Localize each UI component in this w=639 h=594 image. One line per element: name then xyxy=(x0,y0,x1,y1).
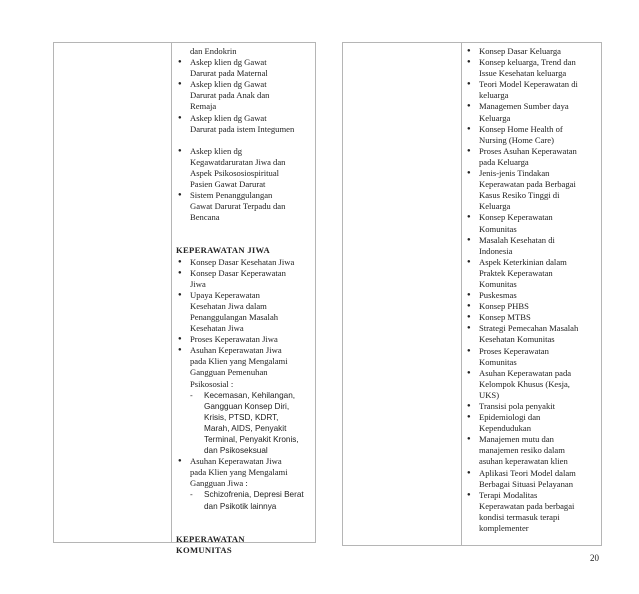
list-item: ● Konsep PHBS xyxy=(465,301,599,312)
list-item: ● Managemen Sumber daya Keluarga xyxy=(465,101,599,123)
list-item: ● Upaya Keperawatan Kesehatan Jiwa dalam Penanggulangan Masalah Kesehatan Jiwa xyxy=(176,290,312,334)
list-item: ● Askep klien dg Gawat Darurat pada istem Integumen xyxy=(176,113,312,135)
list-item: ● Aspek Keterkinian dalam Praktek Keperawatan Komunitas xyxy=(465,257,599,290)
continuation-line: dan Endokrin xyxy=(190,46,237,56)
list-item: ● Terapi Modalitas Keperawatan pada berbagai kondisi termasuk terapi komplementer xyxy=(465,490,599,534)
keluarga-komunitas-list xyxy=(465,46,599,534)
list-item: ● Sistem Penanggulangan Gawat Darurat Terpadu dan Bencana xyxy=(176,190,312,223)
emergency-list xyxy=(176,57,312,135)
right-table xyxy=(342,42,602,546)
page-number: 20 xyxy=(590,553,599,563)
list-item: ● Asuhan Keperawatan pada Kelompok Khusus (Kesja, UKS) xyxy=(465,368,599,401)
asuhan-list xyxy=(176,345,312,389)
list-item: ● Strategi Pemecahan Masalah Kesehatan Komunitas xyxy=(465,323,599,345)
sub-item: - Kecemasan, Kehilangan, xyxy=(190,390,296,400)
list-item: ● Konsep Dasar Kesehatan Jiwa xyxy=(176,257,312,268)
list-item: ● Proses Keperawatan Komunitas xyxy=(465,346,599,368)
list-item: ● Konsep Keperawatan Komunitas xyxy=(465,212,599,234)
list-item: ● Asuhan Keperawatan Jiwa pada Klien yang Mengalami Gangguan Jiwa : xyxy=(176,456,312,489)
list-item: ● Asuhan Keperawatan Jiwa pada Klien yang Mengalami Gangguan Pemenuhan Psikososial : xyxy=(176,345,312,389)
list-item: ● Jenis-jenis Tindakan Keperawatan pada Berbagai Kasus Resiko Tinggi di Keluarga xyxy=(465,168,599,212)
list-item: ● Manajemen mutu dan manajemen resiko dalam asuhan keperawatan klien xyxy=(465,434,599,467)
list-item: ● Konsep Home Health of Nursing (Home Care) xyxy=(465,124,599,146)
list-item: ● Konsep keluarga, Trend dan Issue Kesehatan keluarga xyxy=(465,57,599,79)
list-item: ● Puskesmas xyxy=(465,290,599,301)
list-item: ● Proses Asuhan Keperawatan pada Keluarga xyxy=(465,146,599,168)
list-item: ● Aplikasi Teori Model dalam Berbagai Situasi Pelayanan xyxy=(465,468,599,490)
right-table-divider xyxy=(461,43,462,545)
list-item: ● Transisi pola penyakit xyxy=(465,401,599,412)
asuhan-list-2 xyxy=(176,456,312,489)
list-item: ● Askep klien dg Gawat Darurat pada Maternal xyxy=(176,57,312,79)
emergency-list-2 xyxy=(176,146,312,224)
heading-keperawatan-komunitas: KEPERAWATAN KOMUNITAS xyxy=(176,533,245,555)
left-table xyxy=(53,42,316,555)
list-item: ● Masalah Kesehatan di Indonesia xyxy=(465,235,599,257)
sub-item: - Schizofrenia, Depresi Berat xyxy=(190,490,304,500)
list-item: ● Askep klien dg Kegawatdaruratan Jiwa dan Aspek Psikososiospiritual Pasien Gawat Darurat xyxy=(176,146,312,190)
heading-keperawatan-jiwa: KEPERAWATAN JIWA xyxy=(176,245,271,256)
left-table-divider xyxy=(171,43,172,542)
list-item: ● Askep klien dg Gawat Darurat pada Anak dan Remaja xyxy=(176,79,312,112)
list-item: ● Teori Model Keperawatan di keluarga xyxy=(465,79,599,101)
list-item: ● Proses Keperawatan Jiwa xyxy=(176,334,312,345)
list-item: ● Epidemiologi dan Kependudukan xyxy=(465,412,599,434)
list-item: ● Konsep MTBS xyxy=(465,312,599,323)
list-item: ● Konsep Dasar Keperawatan Jiwa xyxy=(176,268,312,290)
right-table-content xyxy=(465,46,599,534)
left-table-content: dan Endokrin ● Askep klien dg Gawat Darurat pada Maternal ● Askep klien dg Gawat Darurat pada Anak dan Remaja ● Askep klien dg Gawat Darurat pada istem Integumen ● Askep klien dg Kegawatdaruratan Jiwa dan Aspek Psikososiospiritual Pasien Gawat Darurat ● Sistem Penanggulangan Gawat Darurat Terpadu dan Bencana KEPERAWATAN JIWA ● Konsep Dasar Kesehatan Jiwa ● Konsep Dasar Keperawatan Jiwa ● Upaya Keperawatan Kesehatan Jiwa dalam Penanggulangan Masalah Kesehatan Jiwa ● Proses Keperawatan Jiwa ● Asuhan Keperawatan Jiwa pada Klien yang Mengalami Gangguan Pemenuhan Psikososial : - Kecemasan, Kehilangan, Gangguan Konsep Diri, Krisis, PTSD, KDRT, Marah, AIDS, Penyakit Terminal, Penyakit Kronis, dan Psikoseksual ● Asuhan Keperawatan Jiwa pada Klien yang Mengalami Gangguan Jiwa : - Schizofrenia, Depresi Berat dan Psikotik lainnya KEPERAWATAN KOMUNITAS xyxy=(176,46,312,556)
jiwa-list xyxy=(176,257,312,346)
list-item: ● Konsep Dasar Keluarga xyxy=(465,46,599,57)
